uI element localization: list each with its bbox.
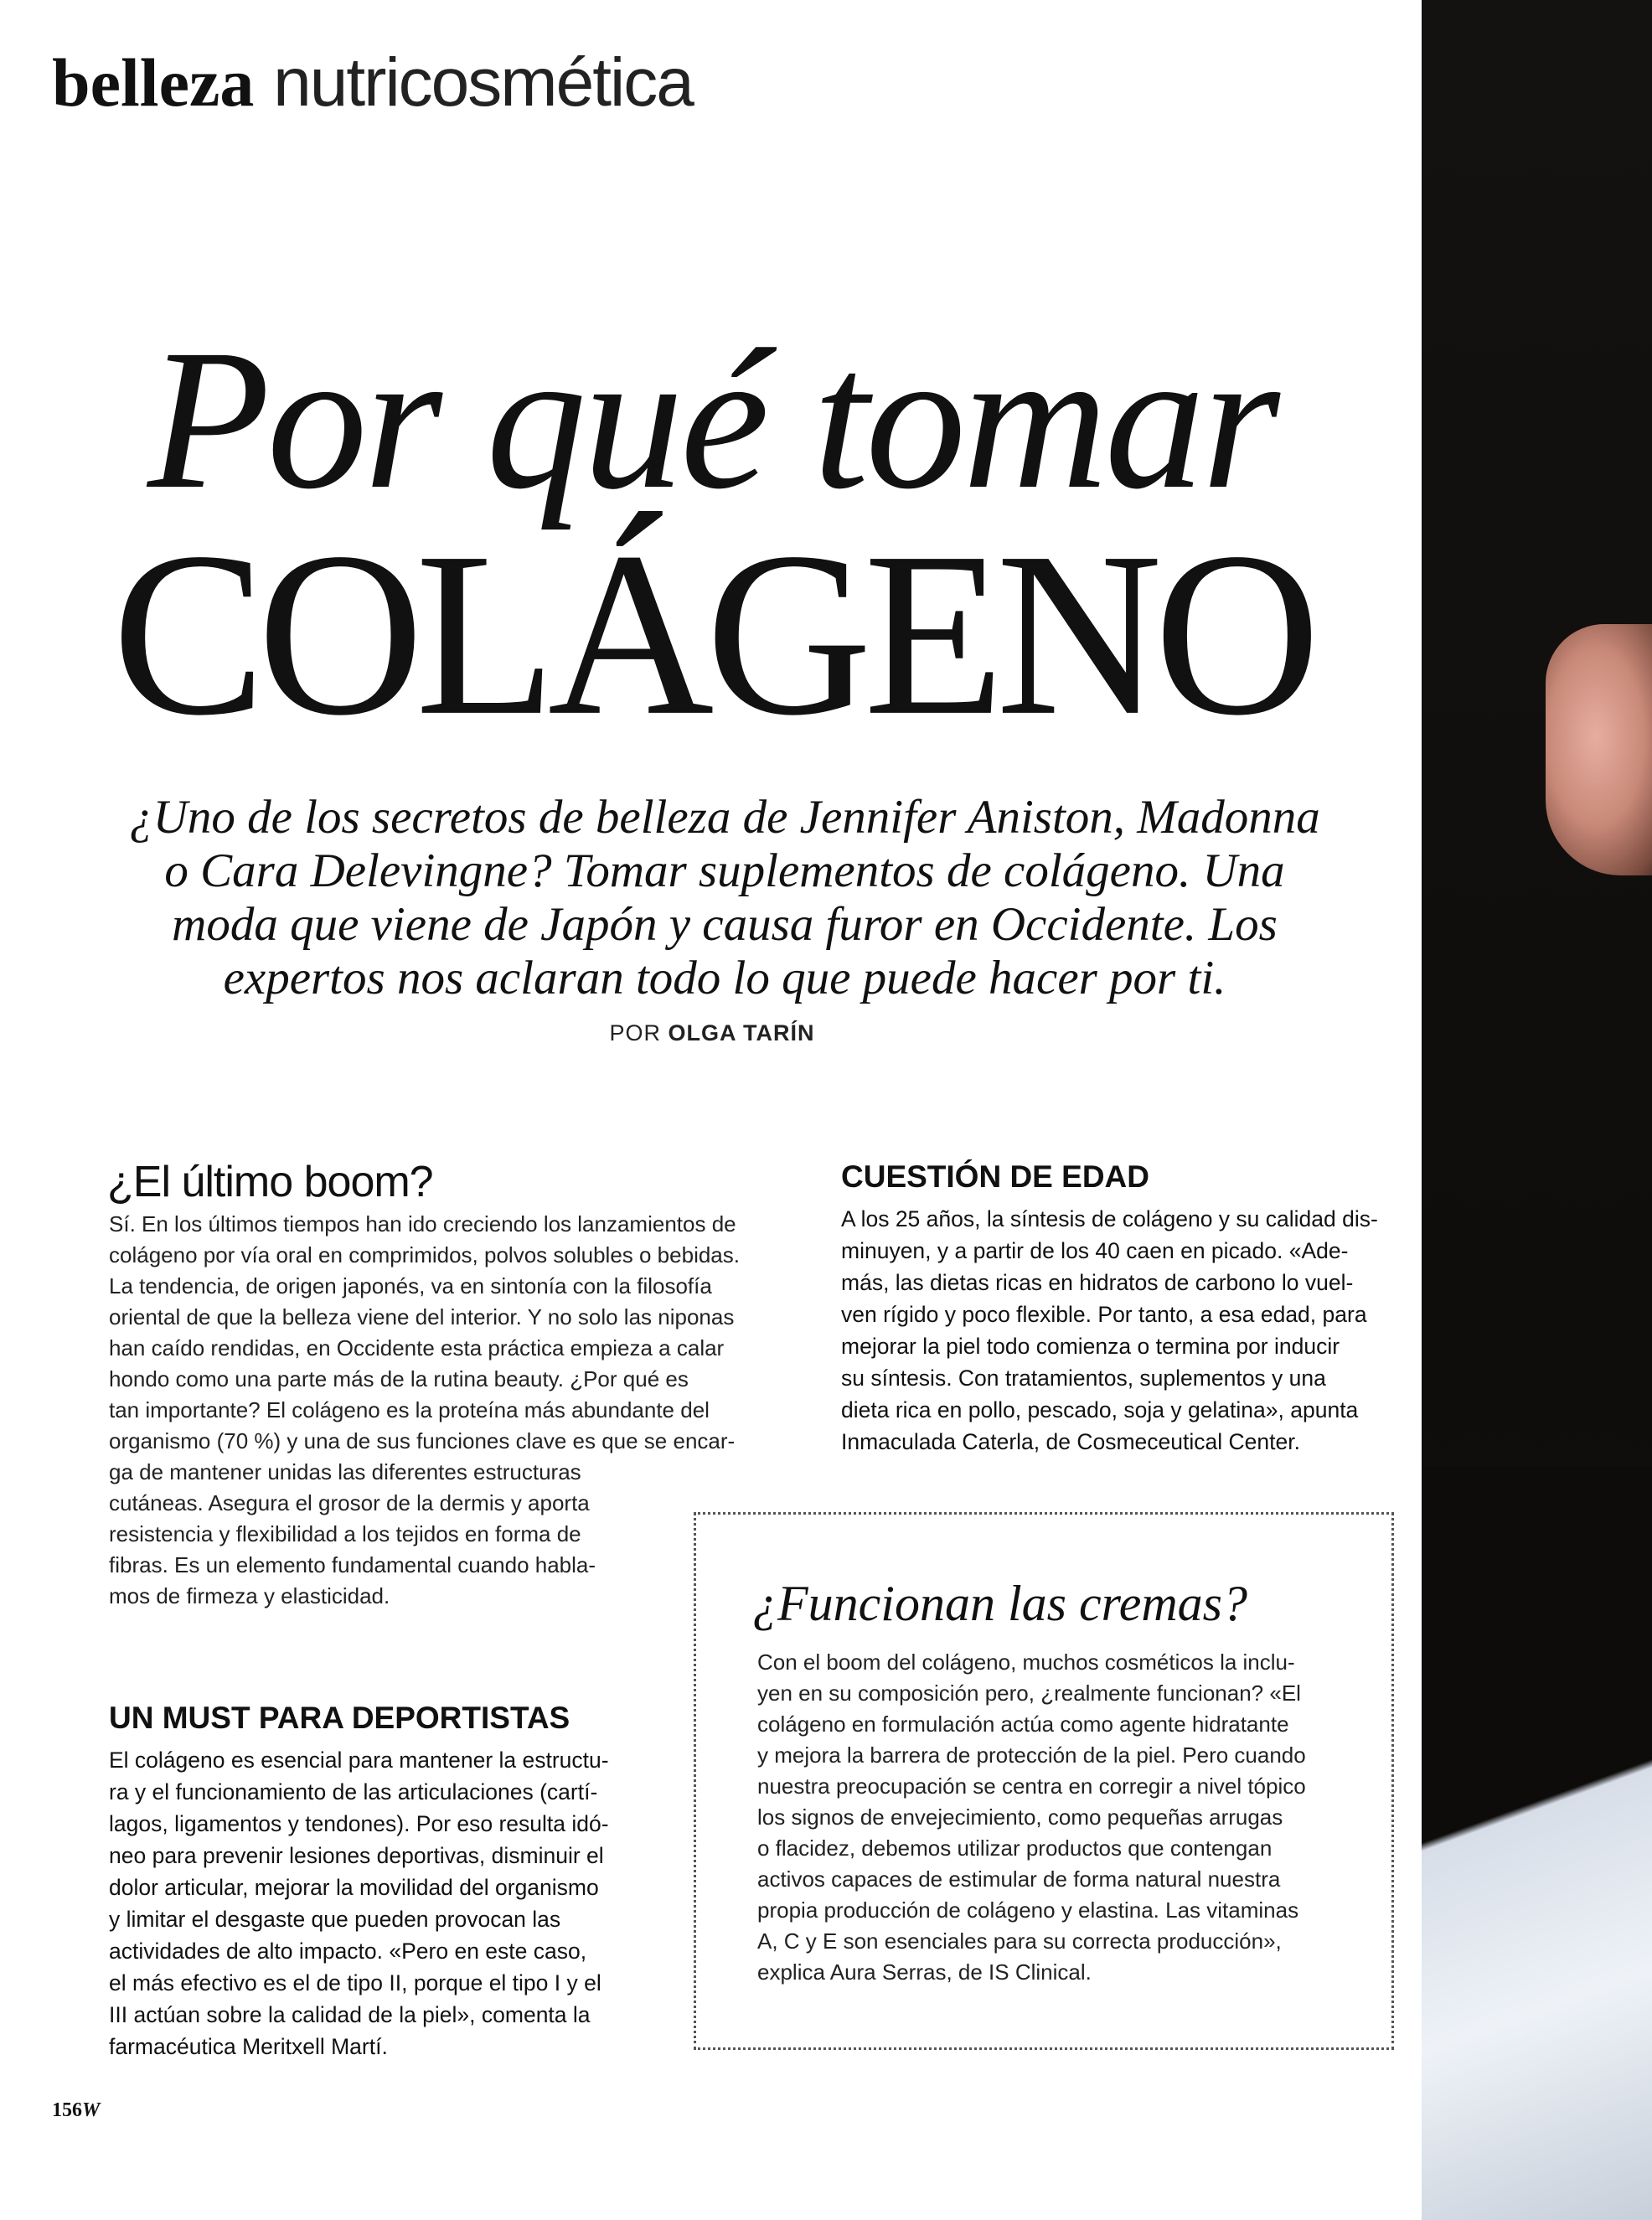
boom-body: Sí. En los últimos tiempos han ido creciendo los lanzamientos de colágeno por vía oral en comprimidos, polvos solubles o bebidas. La tendencia, de origen japonés, va en sintonía con la filosofía oriental de que la belleza viene del interior. Y no solo las niponas han caído rendidas, en Occidente esta práctica empieza a calar hondo como una parte más de la rutina beauty. ¿Por qué es tan importante? El colágeno es la proteína más abundante del organismo (70 %) y una de sus funciones clave es que se encar- ga de mantener unidas las diferentes estructuras cutáneas. Asegura el grosor de la dermis y aporta resistencia y flexibilidad a los tejidos en forma de fibras. Es un elemento fundamental cuando habla- mos de firmeza y elasticidad. bbox=[109, 1211, 740, 1608]
byline-prefix: POR bbox=[609, 1020, 661, 1045]
deportistas-body: El colágeno es esencial para mantener la estructu- ra y el funcionamiento de las articulaciones (cartí- lagos, ligamentos y tendones). Por eso resulta idó- neo para prevenir lesiones deportivas, disminuir el dolor articular, mejorar la movilidad del organismo y limitar el desgaste que pueden provocan las actividades de alto impacto. «Pero en este caso, el más efectivo es el de tipo II, porque el tipo I y el III actúan sobre la calidad de la piel», comenta la farmacéutica Meritxell Martí. bbox=[109, 1748, 609, 2059]
byline-author: OLGA TARÍN bbox=[668, 1020, 815, 1045]
ear-photo-detail bbox=[1546, 624, 1652, 875]
cremas-body: Con el boom del colágeno, muchos cosméticos la inclu- yen en su composición pero, ¿realmente funcionan? «El colágeno en formulación actúa como agente hidratante y mejora la barrera de protección de la piel. Pero cuando nuestra preocupación se centra en corregir a nivel tópico los signos de envejecimiento, como pequeñas arrugas o flacidez, debemos utilizar productos que contengan activos capaces de estimular de forma natural nuestra propia producción de colágeno y elastina. Las vitaminas A, C y E son esenciales para su correcta producción», explica Aura Serras, de IS Clinical. bbox=[757, 1650, 1306, 1985]
edad-body: A los 25 años, la síntesis de colágeno y su calidad dis- minuyen, y a partir de los 40 caen en picado. «Ade- más, las dietas ricas en hidratos de carbono lo vuel- ven rígido y poco flexible. Por tanto, a esa edad, para mejorar la piel todo comienza o termina por inducir su síntesis. Con tratamientos, suplementos y una dieta rica en pollo, pescado, soja y gelatina», apunta Inmaculada Caterla, de Cosmeceutical Center. bbox=[841, 1206, 1378, 1454]
cover-photo bbox=[1422, 0, 1652, 2188]
cremas-heading: ¿Funcionan las cremas? bbox=[752, 1576, 1248, 1631]
deck-text: ¿Uno de los secretos de belleza de Jennifer Aniston, Madonna o Cara Delevingne? Tomar suplementos de colágeno. Una moda que viene de Japón y causa furor en Occidente. Los expertos nos aclaran todo lo que puede hacer por ti. bbox=[129, 791, 1320, 1004]
headline-line2: COLÁGENO bbox=[111, 503, 1313, 765]
page-number: 156 bbox=[52, 2099, 82, 2121]
shirt-photo-detail bbox=[1422, 1466, 1652, 2220]
deportistas-heading: UN MUST PARA DEPORTISTAS bbox=[109, 1701, 570, 1735]
section-label bbox=[52, 44, 693, 121]
byline bbox=[0, 1020, 1424, 1046]
headline-line1: Por qué tomar bbox=[147, 307, 1277, 530]
section-primary: belleza bbox=[52, 44, 255, 121]
magazine-mark: W bbox=[82, 2099, 101, 2121]
section-secondary: nutricosmética bbox=[273, 44, 693, 121]
edad-heading: CUESTIÓN DE EDAD bbox=[841, 1159, 1149, 1194]
boom-heading: ¿El último boom? bbox=[107, 1158, 433, 1206]
page-folio bbox=[52, 2099, 100, 2122]
